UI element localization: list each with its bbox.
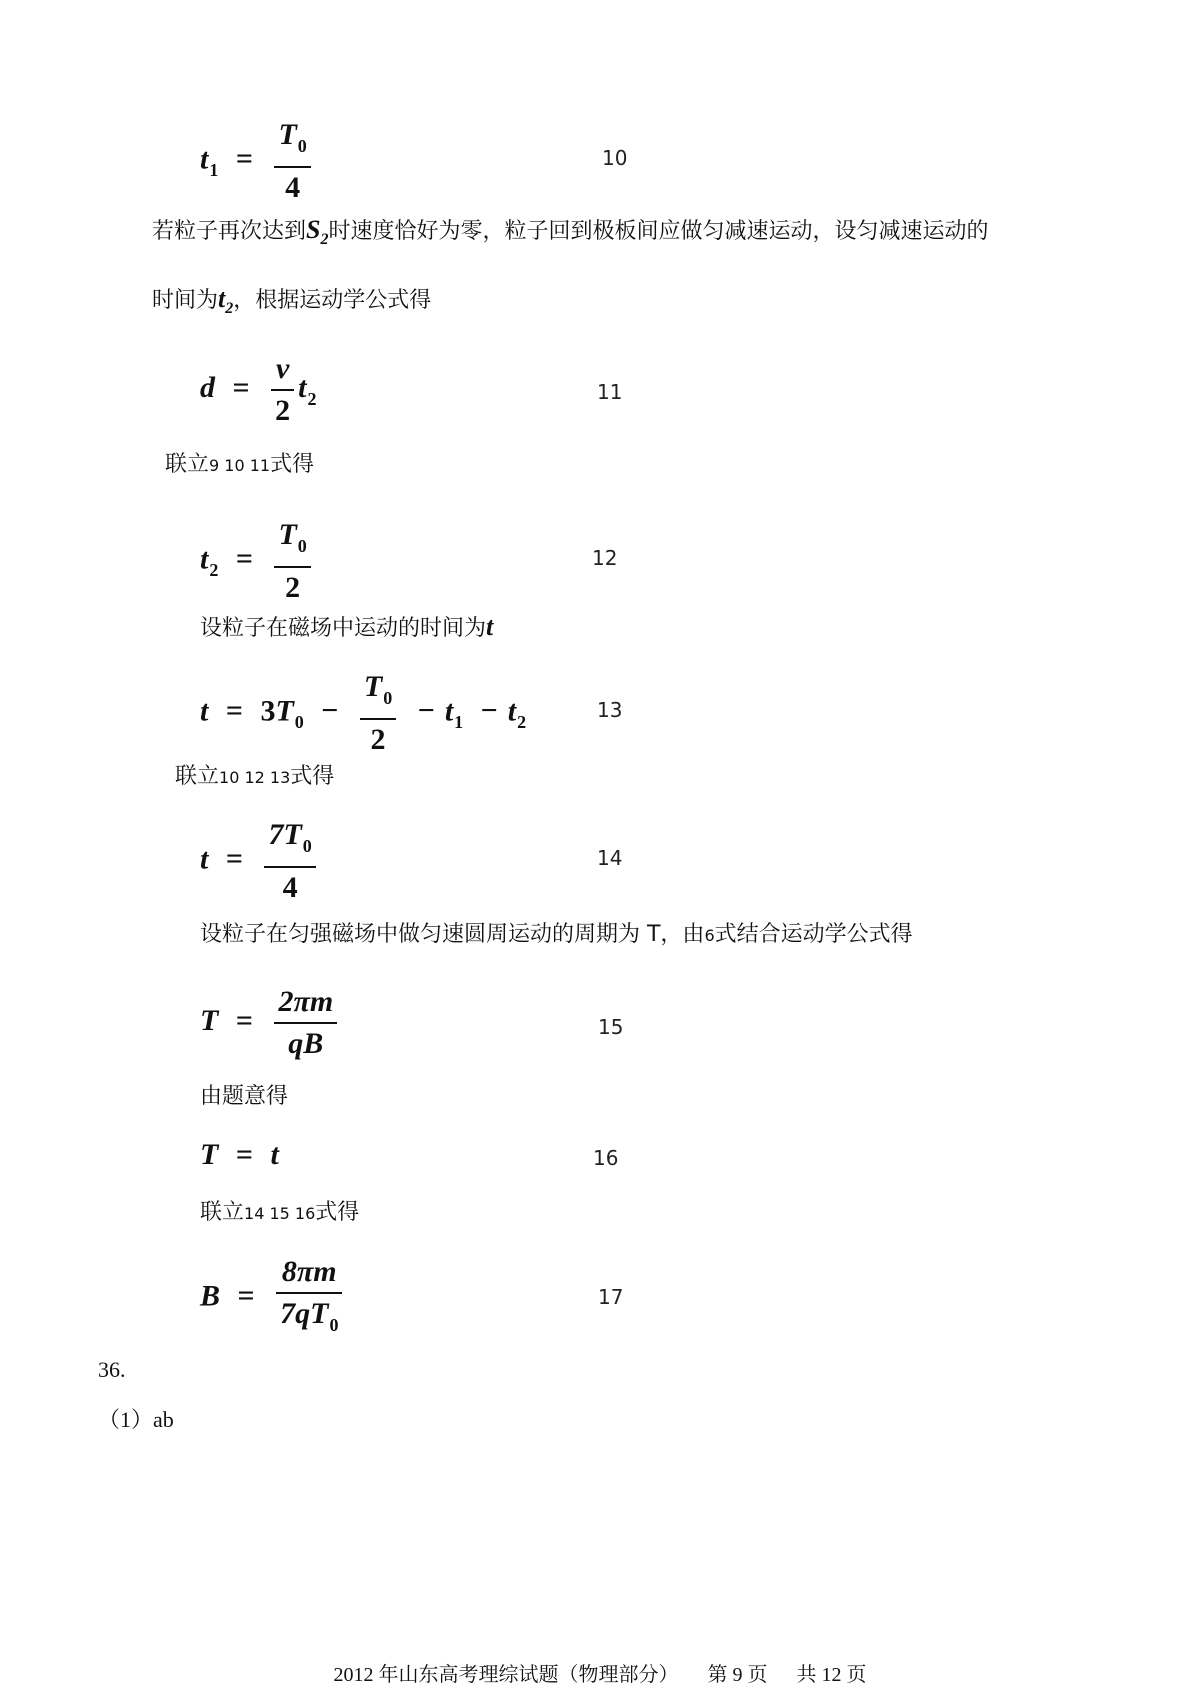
eq12-label: 12 — [592, 546, 618, 570]
eq12-fraction: $\frac{T_0}{2}$ — [274, 518, 310, 605]
paragraph-4: 设粒子在匀强磁场中做匀速圆周运动的周期为 T，由6式结合运动学公式得 — [200, 922, 913, 947]
eq17-fraction: $\frac{8\pi m}{7qT_0}$ — [276, 1255, 342, 1342]
eq15-fraction: $\frac{2\pi m}{qB}$ — [274, 985, 337, 1061]
eq13-label: 13 — [597, 698, 623, 722]
footer-title: 2012 年山东高考理综试题（物理部分） — [333, 1664, 679, 1686]
eq11-label: 11 — [597, 380, 623, 404]
paragraph-3: 设粒子在磁场中运动的时间为t — [200, 612, 494, 641]
eq16-label: 16 — [593, 1146, 619, 1170]
eq10-fraction: $\frac{T_0}{4}$ — [274, 118, 310, 205]
combine-line-2: 联立10 12 13式得 — [175, 764, 335, 789]
combine-line-3: 联立14 15 16式得 — [200, 1200, 360, 1225]
eq14-fraction: $\frac{7T_0}{4}$ — [264, 818, 315, 905]
eq11-fraction: $\frac{v}{2}$ — [271, 352, 294, 428]
eq14-label: 14 — [597, 846, 623, 870]
eq15-label: 15 — [598, 1015, 624, 1039]
page-footer — [0, 1658, 1200, 1687]
eq13-fraction: $\frac{T_0}{2}$ — [360, 670, 396, 757]
paragraph-2: 时间为$t_2$，根据运动学公式得 — [152, 284, 432, 317]
eq10-label: 10 — [602, 146, 628, 170]
question-36-number: 36. — [98, 1357, 126, 1382]
footer-total: 共 12 页 — [796, 1664, 867, 1686]
paragraph-5: 由题意得 — [200, 1084, 289, 1109]
eq17-label: 17 — [598, 1285, 624, 1309]
paragraph-1: 若粒子再次达到$S_2$时速度恰好为零，粒子回到极板间应做匀减速运动，设匀减速运动的 — [152, 215, 989, 248]
eq10-lhs: t — [200, 142, 209, 176]
footer-page: 第 9 页 — [707, 1664, 768, 1686]
question-36-part-1: （1）ab — [98, 1407, 174, 1432]
combine-line-1: 联立9 10 11式得 — [165, 452, 315, 477]
